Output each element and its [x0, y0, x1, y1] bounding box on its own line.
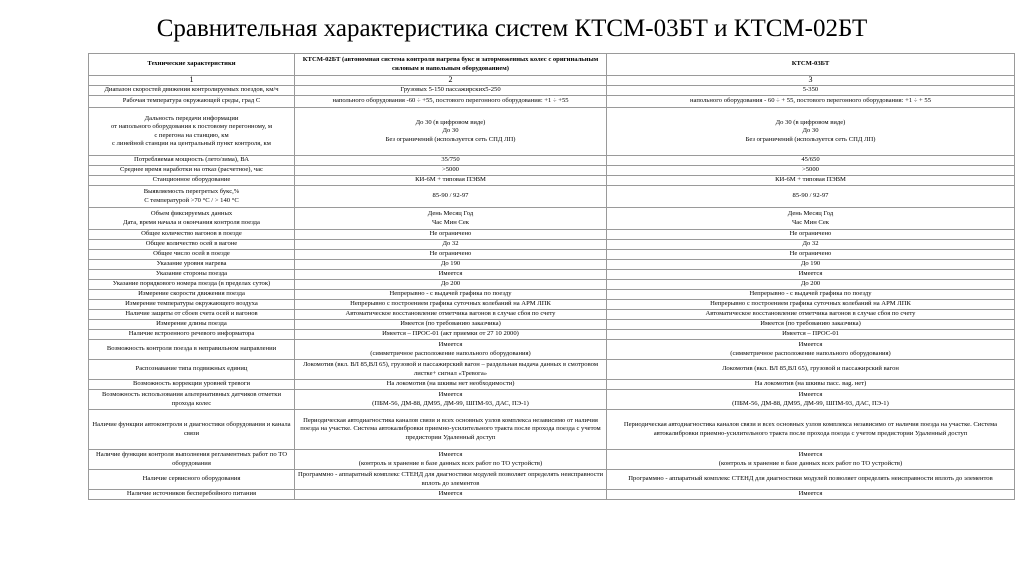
ktsm-03bt-value: 5-350: [607, 86, 1015, 96]
characteristic-name: Диапазон скоростей движения контролируемых поездов, км/ч: [89, 86, 295, 96]
comparison-table: [88, 53, 1015, 500]
table-row: [89, 380, 1015, 390]
table-row: [89, 330, 1015, 340]
table-row: [89, 320, 1015, 330]
characteristic-name: Общее количество вагонов в поезде: [89, 230, 295, 240]
characteristic-name: Общее количество осей в вагоне: [89, 240, 295, 250]
table-row: [89, 390, 1015, 410]
header-characteristics: Технические характеристики: [89, 54, 295, 76]
table-row: [89, 96, 1015, 108]
ktsm-02bt-value: 85-90 / 92-97: [295, 186, 607, 208]
ktsm-03bt-value: До 30 (в цифровом виде) До 30 Без ограничений (используется сеть СПД ЛП): [607, 108, 1015, 156]
characteristic-name: Указание порядкового номера поезда (в пределах суток): [89, 280, 295, 290]
ktsm-03bt-value: Не ограничено: [607, 230, 1015, 240]
characteristic-name: Наличие источников бесперебойного питания: [89, 490, 295, 500]
characteristic-name: Рабочая температура окружающей среды, град С: [89, 96, 295, 108]
table-row: [89, 490, 1015, 500]
ktsm-03bt-value: Непрерывно с построением графика суточных колебаний на АРМ ЛПК: [607, 300, 1015, 310]
slide-title: Сравнительная характеристика систем КТСМ-03БТ и КТСМ-02БТ: [156, 15, 868, 42]
header-ktsm-03bt: КТСМ-03БТ: [607, 54, 1015, 76]
ktsm-03bt-value: До 190: [607, 260, 1015, 270]
ktsm-02bt-value: Локомотив (вкл. ВЛ 85,ВЛ 65), грузовой и пассажирский вагон – раздельная выдача данных в смотровом листке+ сигнал «Тревога»: [295, 360, 607, 380]
characteristic-name: Указание стороны поезда: [89, 270, 295, 280]
characteristic-name: Дальность передачи информации от напольного оборудования к постовому перегонному, м с перегона на станцию, км с линейной станции на центральный пункт контроля, км: [89, 108, 295, 156]
ktsm-02bt-value: До 32: [295, 240, 607, 250]
ktsm-03bt-value: КИ-6М + типовая ПЭВМ: [607, 176, 1015, 186]
table-row: [89, 340, 1015, 360]
ktsm-03bt-value: Непрерывно - с выдачей графика по поезду: [607, 290, 1015, 300]
table-row: [89, 250, 1015, 260]
table-row: [89, 260, 1015, 270]
characteristic-name: Распознавание типа подвижных единиц: [89, 360, 295, 380]
table-row: [89, 230, 1015, 240]
ktsm-03bt-value: На локомотив (на шкивы пасс. вag. нет): [607, 380, 1015, 390]
characteristic-name: Измерение скорости движения поезда: [89, 290, 295, 300]
column-number: 3: [607, 76, 1015, 86]
ktsm-02bt-value: Непрерывно - с выдачей графика по поезду: [295, 290, 607, 300]
table-row: [89, 108, 1015, 156]
characteristic-name: Наличие защиты от сбоев счета осей и вагонов: [89, 310, 295, 320]
ktsm-03bt-value: До 200: [607, 280, 1015, 290]
ktsm-02bt-value: На локомотив (на шкивы нет необходимости): [295, 380, 607, 390]
characteristic-name: Возможность контроля поезда в неправильном направлении: [89, 340, 295, 360]
characteristic-name: Потребляемая мощность (лето/зима), ВА: [89, 156, 295, 166]
ktsm-03bt-value: >5000: [607, 166, 1015, 176]
ktsm-03bt-value: Имеется (контроль и хранение в базе данных всех работ по ТО устройств): [607, 450, 1015, 470]
ktsm-03bt-value: Периодическая автодиагностика каналов связи и всех основных узлов комплекса независимо от наличия поезда на участке. Система автокалибровки приемно-усилительного тракта после прохода поезда с учетом предистории Удаленный доступ: [607, 410, 1015, 450]
ktsm-02bt-value: Имеется: [295, 490, 607, 500]
table-row: [89, 166, 1015, 176]
header-row: [89, 54, 1015, 76]
table-row: [89, 270, 1015, 280]
column-number-row: [89, 76, 1015, 86]
characteristic-name: Выявляемость перегретых букс,% С температурой >70 °С / > 140 °С: [89, 186, 295, 208]
table-row: [89, 470, 1015, 490]
characteristic-name: Объем фиксируемых данных Дата, время начала и окончания контроля поезда: [89, 208, 295, 230]
characteristic-name: Станционное оборудование: [89, 176, 295, 186]
ktsm-02bt-value: Имеется (контроль и хранение в базе данных всех работ по ТО устройств): [295, 450, 607, 470]
ktsm-03bt-value: Имеется: [607, 490, 1015, 500]
ktsm-02bt-value: До 30 (в цифровом виде) До 30 Без ограничений (используется сеть СПД ЛП): [295, 108, 607, 156]
ktsm-02bt-value: День Месяц Год Час Мин Сек: [295, 208, 607, 230]
ktsm-02bt-value: >5000: [295, 166, 607, 176]
ktsm-03bt-value: Имеется – ПРОС-01: [607, 330, 1015, 340]
table-row: [89, 290, 1015, 300]
header-ktsm-02bt: КТСМ-02БТ (автономная система контроля нагрева букс и заторможенных колес с оригинальным силовым и напольным оборудованием): [295, 54, 607, 76]
ktsm-02bt-value: Не ограничено: [295, 230, 607, 240]
table-row: [89, 208, 1015, 230]
table-row: [89, 186, 1015, 208]
ktsm-03bt-value: Локомотив (вкл. ВЛ 85,ВЛ 65), грузовой и пассажирский вагон: [607, 360, 1015, 380]
ktsm-02bt-value: Грузовых 5-150 пассажирских5-250: [295, 86, 607, 96]
ktsm-03bt-value: Имеется: [607, 270, 1015, 280]
characteristic-name: Измерение длины поезда: [89, 320, 295, 330]
ktsm-03bt-value: 85-90 / 92-97: [607, 186, 1015, 208]
characteristic-name: Наличие функции контроля выполнения регламентных работ по ТО оборудования: [89, 450, 295, 470]
ktsm-03bt-value: 45/650: [607, 156, 1015, 166]
table-row: [89, 176, 1015, 186]
characteristic-name: Общее число осей в поезде: [89, 250, 295, 260]
ktsm-02bt-value: Автоматическое восстановление отметчика вагонов в случае сбоя по счету: [295, 310, 607, 320]
ktsm-02bt-value: напольного оборудования -60 ÷ +55, постового перегонного оборудования: +1 ÷ +55: [295, 96, 607, 108]
ktsm-02bt-value: Имеется (симметричное расположение напольного оборудования): [295, 340, 607, 360]
characteristic-name: Возможность коррекции уровней тревоги: [89, 380, 295, 390]
ktsm-02bt-value: Имеется (по требованию заказчика): [295, 320, 607, 330]
characteristic-name: Измерение температуры окружающего воздуха: [89, 300, 295, 310]
ktsm-03bt-value: Имеется (симметричное расположение напольного оборудования): [607, 340, 1015, 360]
characteristic-name: Среднее время наработки на отказ (расчетное), час: [89, 166, 295, 176]
ktsm-03bt-value: Не ограничено: [607, 250, 1015, 260]
ktsm-02bt-value: 35/750: [295, 156, 607, 166]
ktsm-02bt-value: Имеется – ПРОС-01 (акт приемки от 27 10 2000): [295, 330, 607, 340]
ktsm-02bt-value: Программно - аппаратный комплекс СТЕНД для диагностики модулей позволяет определять неисправности вплоть до элементов: [295, 470, 607, 490]
ktsm-03bt-value: День Месяц Год Час Мин Сек: [607, 208, 1015, 230]
ktsm-03bt-value: Имеется (ПБМ-56, ДМ-88, ДМ95, ДМ-99, ШПМ-93, ДАС, ПЭ-1): [607, 390, 1015, 410]
ktsm-02bt-value: Не ограничено: [295, 250, 607, 260]
column-number: 2: [295, 76, 607, 86]
ktsm-02bt-value: До 190: [295, 260, 607, 270]
column-number: 1: [89, 76, 295, 86]
characteristic-name: Наличие функции автоконтроля и диагностики оборудования и канала связи: [89, 410, 295, 450]
ktsm-03bt-value: Автоматическое восстановление отметчика вагонов в случае сбоя по счету: [607, 310, 1015, 320]
table-row: [89, 310, 1015, 320]
characteristic-name: Указание уровня нагрева: [89, 260, 295, 270]
table-row: [89, 360, 1015, 380]
ktsm-02bt-value: Имеется: [295, 270, 607, 280]
table-row: [89, 300, 1015, 310]
table-row: [89, 156, 1015, 166]
table-row: [89, 410, 1015, 450]
ktsm-02bt-value: До 200: [295, 280, 607, 290]
ktsm-03bt-value: До 32: [607, 240, 1015, 250]
ktsm-02bt-value: КИ-6М + типовая ПЭВМ: [295, 176, 607, 186]
characteristic-name: Наличие встроенного речевого информатора: [89, 330, 295, 340]
ktsm-02bt-value: Периодическая автодиагностика каналов связи и всех основных узлов комплекса независимо от наличия поезда на участке. Система автокалибровки приемно-усилительного тракта после прохода поезда с учетом предистории Удаленный доступ: [295, 410, 607, 450]
ktsm-02bt-value: Непрерывно с построением графика суточных колебаний на АРМ ЛПК: [295, 300, 607, 310]
ktsm-03bt-value: Программно - аппаратный комплекс СТЕНД для диагностики модулей позволяет определять неисправности вплоть до элементов: [607, 470, 1015, 490]
ktsm-02bt-value: Имеется (ПБМ-56, ДМ-88, ДМ95, ДМ-99, ШПМ-93, ДАС, ПЭ-1): [295, 390, 607, 410]
table-row: [89, 240, 1015, 250]
characteristic-name: Наличие сервисного оборудования: [89, 470, 295, 490]
ktsm-03bt-value: напольного оборудования - 60 ÷ + 55, постового перегонного оборудования: +1 ÷ + 55: [607, 96, 1015, 108]
comparison-table-wrapper: [88, 53, 1015, 500]
table-row: [89, 86, 1015, 96]
table-row: [89, 280, 1015, 290]
ktsm-03bt-value: Имеется (по требованию заказчика): [607, 320, 1015, 330]
characteristic-name: Возможность использования альтернативных датчиков отметки прохода колес: [89, 390, 295, 410]
table-row: [89, 450, 1015, 470]
